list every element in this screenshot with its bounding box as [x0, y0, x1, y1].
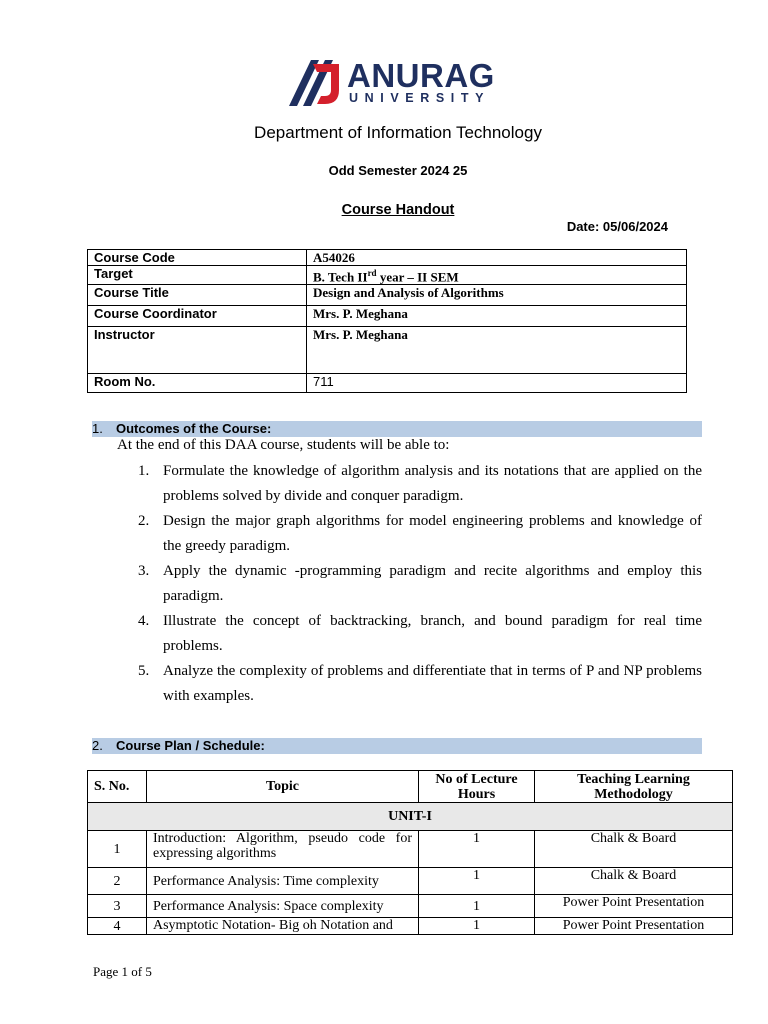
info-label: Course Title	[88, 285, 307, 306]
cell-methodology: Power Point Presentation	[535, 895, 733, 918]
info-value-instructor: Mrs. P. Meghana	[307, 327, 687, 374]
outcome-text: Apply the dynamic -programming paradigm and recite algorithms and employ this paradigm.	[163, 563, 702, 604]
column-header-methodology: Teaching Learning Methodology	[535, 771, 733, 803]
info-row-room	[88, 374, 687, 393]
cell-hours: 1	[419, 918, 535, 935]
table-row	[88, 895, 733, 918]
cell-sno: 1	[88, 831, 147, 868]
info-row-instructor	[88, 327, 687, 374]
course-plan-table	[87, 770, 733, 935]
outcome-item	[138, 609, 702, 659]
info-label: Room No.	[88, 374, 307, 393]
cell-methodology: Power Point Presentation	[535, 918, 733, 935]
column-header-sno: S. No.	[88, 771, 147, 803]
cell-hours: 1	[419, 868, 535, 895]
outcome-text: Design the major graph algorithms for model engineering problems and knowledge of the greedy paradigm.	[163, 513, 702, 554]
department-title: Department of Information Technology	[254, 123, 542, 142]
cell-topic: Performance Analysis: Space complexity	[147, 895, 419, 918]
table-row	[88, 831, 733, 868]
document-date: Date: 05/06/2024	[566, 219, 668, 234]
cell-hours: 1	[419, 895, 535, 918]
cell-sno: 4	[88, 918, 147, 935]
info-label: Course Code	[88, 250, 307, 266]
cell-methodology: Chalk & Board	[535, 868, 733, 895]
university-logo	[289, 58, 519, 110]
info-value-course-title: Design and Analysis of Algorithms	[307, 285, 687, 306]
course-info-table	[87, 249, 687, 393]
info-value-target	[307, 266, 687, 285]
info-value-course-code: A54026	[307, 250, 687, 266]
section-title: Outcomes of the Course:	[116, 421, 272, 436]
logo-subtitle: UNIVERSITY	[349, 91, 491, 105]
page-number: Page 1 of 5	[93, 964, 152, 979]
outcome-number: 5.	[138, 663, 150, 679]
info-label: Instructor	[88, 327, 307, 374]
info-row-target	[88, 266, 687, 285]
info-value-coordinator: Mrs. P. Meghana	[307, 306, 687, 327]
info-row-coordinator	[88, 306, 687, 327]
outcome-text: Illustrate the concept of backtracking, branch, and bound paradigm for real time problems.	[163, 613, 702, 654]
outcomes-intro: At the end of this DAA course, students will be able to:	[117, 437, 450, 453]
handout-title: Course Handout	[341, 202, 455, 218]
outcome-item	[138, 459, 702, 509]
cell-sno: 3	[88, 895, 147, 918]
unit-label: UNIT-I	[88, 803, 733, 831]
target-prefix: B. Tech II	[313, 269, 368, 285]
section-title: Course Plan / Schedule:	[116, 738, 265, 753]
info-row-course-code	[88, 250, 687, 266]
semester-label: Odd Semester 2024 25	[328, 163, 468, 178]
info-row-course-title	[88, 285, 687, 306]
outcome-number: 4.	[138, 613, 150, 629]
info-label: Course Coordinator	[88, 306, 307, 327]
table-row	[88, 918, 733, 935]
table-header-row	[88, 771, 733, 803]
column-header-hours: No of Lecture Hours	[419, 771, 535, 803]
section-heading-course-plan	[92, 738, 702, 754]
outcome-text: Formulate the knowledge of algorithm analysis and its notations that are applied on the problems solved by divide and conquer paradigm.	[163, 463, 702, 504]
section-number: 1.	[92, 421, 103, 436]
cell-topic: Performance Analysis: Time complexity	[147, 868, 419, 895]
info-value-room: 711	[307, 374, 687, 393]
outcome-item	[138, 559, 702, 609]
target-suffix: year – II SEM	[376, 269, 459, 285]
outcome-number: 2.	[138, 513, 150, 529]
section-number: 2.	[92, 738, 103, 753]
table-row	[88, 868, 733, 895]
outcome-number: 1.	[138, 463, 150, 479]
info-label: Target	[88, 266, 307, 285]
cell-hours: 1	[419, 831, 535, 868]
outcome-text: Analyze the complexity of problems and differentiate that in terms of P and NP problems with examples.	[163, 663, 702, 704]
outcomes-list	[138, 459, 702, 709]
cell-topic: Asymptotic Notation- Big oh Notation and	[147, 918, 419, 935]
target-superscript: rd	[367, 268, 377, 278]
cell-sno: 2	[88, 868, 147, 895]
outcome-number: 3.	[138, 563, 150, 579]
section-heading-outcomes	[92, 421, 702, 437]
logo-wordmark: ANURAG	[347, 57, 495, 94]
cell-methodology: Chalk & Board	[535, 831, 733, 868]
column-header-topic: Topic	[147, 771, 419, 803]
outcome-item	[138, 509, 702, 559]
unit-row	[88, 803, 733, 831]
outcome-item	[138, 659, 702, 709]
logo-emblem-icon	[289, 60, 343, 106]
cell-topic: Introduction: Algorithm, pseudo code for expressing algorithms	[147, 831, 419, 868]
